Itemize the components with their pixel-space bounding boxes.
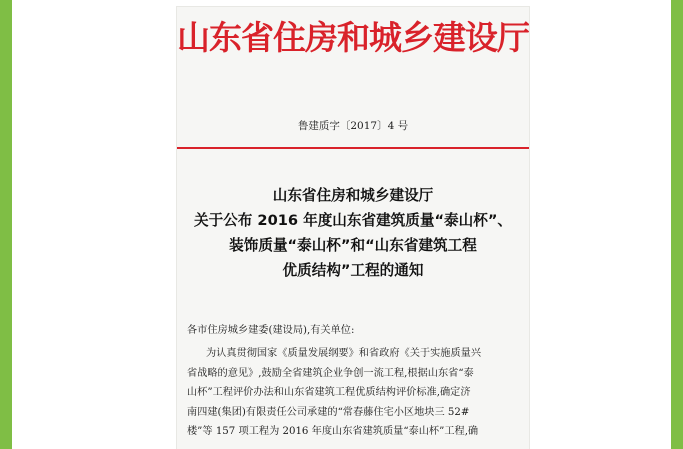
title-line: 优质结构”工程的通知 bbox=[282, 262, 424, 279]
body-line: 省战略的意见》,鼓励全省建筑企业争创一流工程,根据山东省“泰 bbox=[187, 367, 474, 379]
document-image bbox=[177, 7, 529, 449]
title-line: 关于公布 2016 年度山东省建筑质量“泰山杯”、 bbox=[193, 212, 513, 229]
document-body bbox=[187, 344, 523, 442]
addressee: 各市住房城乡建委(建设局),有关单位: bbox=[187, 325, 355, 336]
document-header: 山东省住房和城乡建设厅 bbox=[177, 18, 529, 57]
title-line: 山东省住房和城乡建设厅 bbox=[272, 187, 434, 204]
body-line: 山杯”工程评价办法和山东省建筑工程优质结构评价标准,确定济 bbox=[187, 387, 471, 399]
header-divider bbox=[177, 147, 529, 149]
body-line: 南四建(集团)有限责任公司承建的“常春藤住宅小区地块三 52# bbox=[187, 406, 470, 418]
title-line: 装饰质量“泰山杯”和“山东省建筑工程 bbox=[229, 237, 477, 254]
body-line: 楼”等 157 项工程为 2016 年度山东省建筑质量“泰山杯”工程,确 bbox=[187, 426, 479, 438]
document-number: 鲁建质字〔2017〕4 号 bbox=[297, 120, 409, 132]
document-title bbox=[177, 183, 529, 283]
body-line: 为认真贯彻国家《质量发展纲要》和省政府《关于实施质量兴 bbox=[206, 348, 482, 359]
